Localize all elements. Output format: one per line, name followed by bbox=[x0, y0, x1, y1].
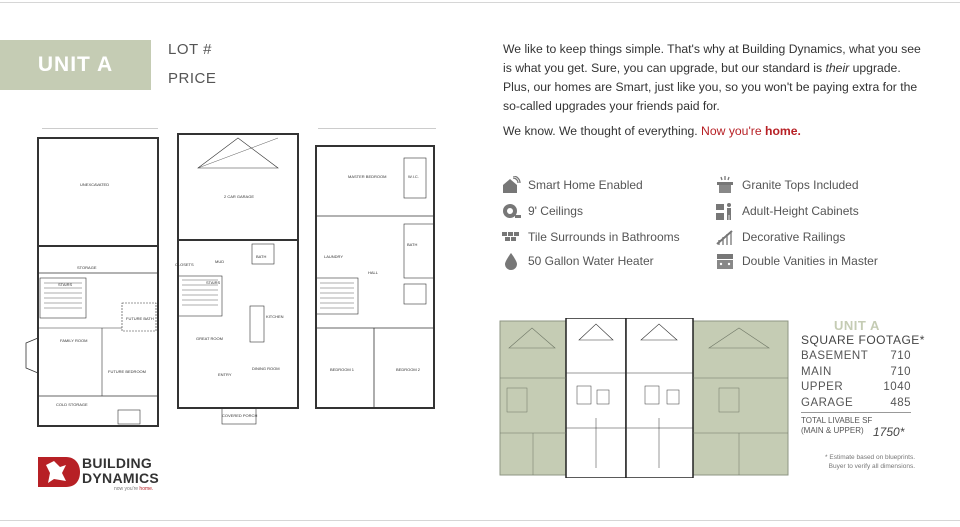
sqft-row-value: 710 bbox=[890, 350, 911, 362]
lot-label: LOT # bbox=[168, 41, 212, 58]
sqft-row-garage bbox=[801, 397, 911, 409]
cabinet-person-icon bbox=[714, 202, 736, 220]
sqft-row-value: 485 bbox=[890, 397, 911, 409]
tagline-home: home. bbox=[765, 124, 801, 138]
sqft-disclaimer bbox=[790, 453, 915, 471]
disclaimer-line1: * Estimate based on blueprints. bbox=[825, 454, 915, 461]
plan-label: STAIRS bbox=[58, 282, 73, 287]
plan-label: DINING ROOM bbox=[252, 366, 280, 371]
building-dynamics-logo-icon bbox=[36, 455, 80, 489]
unit-site-plan bbox=[499, 318, 791, 478]
feature-label: 50 Gallon Water Heater bbox=[528, 254, 654, 268]
main-floor-plan bbox=[170, 128, 306, 428]
vanity-icon bbox=[714, 252, 736, 270]
sqft-row-label: MAIN bbox=[801, 366, 832, 378]
water-drop-icon bbox=[500, 252, 522, 270]
logo-wordmark-line2: DYNAMICS bbox=[82, 470, 160, 486]
tagline-text: We know. We thought of everything. bbox=[503, 124, 702, 138]
sqft-row-main bbox=[801, 366, 911, 378]
plan-label: ENTRY bbox=[218, 372, 232, 377]
sqft-row-label: UPPER bbox=[801, 381, 844, 393]
plan-label: LAUNDRY bbox=[324, 254, 344, 259]
unit-badge: UNIT A bbox=[0, 40, 151, 90]
upper-floor-plan bbox=[306, 128, 442, 428]
logo-tagline bbox=[114, 486, 153, 492]
plan-label: CLOSETS bbox=[175, 262, 194, 267]
feature-water-heater bbox=[500, 252, 654, 270]
feature-label: Decorative Railings bbox=[742, 230, 846, 244]
feature-label: Smart Home Enabled bbox=[528, 178, 643, 192]
plan-label: W.I.C. bbox=[408, 174, 419, 179]
plan-label: COLD STORAGE bbox=[56, 402, 88, 407]
disclaimer-line2: Buyer to verify all dimensions. bbox=[828, 463, 915, 470]
feature-railings bbox=[714, 228, 845, 246]
total-label-line2: (MAIN & UPPER) bbox=[801, 426, 864, 435]
plan-label: UNEXCAVATED bbox=[80, 182, 110, 187]
plan-label: MASTER BEDROOM bbox=[348, 174, 387, 179]
feature-vanities bbox=[714, 252, 878, 270]
plan-label: FUTURE BEDROOM bbox=[108, 369, 146, 374]
sqft-row-upper bbox=[801, 381, 911, 393]
sqft-row-value: 1040 bbox=[883, 381, 911, 393]
plan-label: FUTURE BATH bbox=[126, 316, 154, 321]
sqft-row-value: 710 bbox=[890, 366, 911, 378]
plan-label: FAMILY ROOM bbox=[60, 338, 88, 343]
sqft-unit-title: UNIT A bbox=[834, 318, 880, 333]
tagline-red: Now you're bbox=[701, 124, 766, 138]
feature-ceilings bbox=[500, 202, 583, 220]
feature-label: Adult-Height Cabinets bbox=[742, 204, 859, 218]
tile-icon bbox=[500, 228, 522, 246]
plan-label: COVERED PORCH bbox=[222, 413, 258, 418]
smart-home-icon bbox=[500, 176, 522, 194]
sqft-row-label: GARAGE bbox=[801, 397, 854, 409]
price-label: PRICE bbox=[168, 70, 217, 87]
plan-label: 2 CAR GARAGE bbox=[224, 194, 255, 199]
plan-label: BATH bbox=[407, 242, 418, 247]
top-divider bbox=[0, 2, 960, 3]
intro-emphasis: their bbox=[825, 61, 850, 75]
feature-label: Tile Surrounds in Bathrooms bbox=[528, 230, 680, 244]
tape-measure-icon bbox=[500, 202, 522, 220]
sqft-row-label: BASEMENT bbox=[801, 350, 869, 362]
plan-label: BEDROOM 2 bbox=[396, 367, 421, 372]
sqft-total-value: 1750* bbox=[873, 425, 905, 439]
plan-label: HALL bbox=[368, 270, 379, 275]
feature-granite bbox=[714, 176, 859, 194]
feature-tile bbox=[500, 228, 680, 246]
sqft-row-basement bbox=[801, 350, 911, 362]
plan-label: KITCHEN bbox=[266, 314, 284, 319]
tagline-paragraph bbox=[503, 124, 801, 138]
feature-label: Granite Tops Included bbox=[742, 178, 859, 192]
plan-label: BEDROOM 1 bbox=[330, 367, 355, 372]
basement-floor-plan bbox=[22, 128, 164, 428]
intro-text-b: upgrade. Plus, our homes are Smart, just like you, so you won't be paying extra for the so-called upgrades your friends paid for. bbox=[503, 61, 918, 113]
total-label-line1: TOTAL LIVABLE SF bbox=[801, 416, 873, 425]
sqft-divider bbox=[801, 412, 911, 413]
intro-paragraph bbox=[503, 40, 923, 116]
sqft-heading: SQUARE FOOTAGE* bbox=[801, 333, 925, 347]
railing-icon bbox=[714, 228, 736, 246]
logo-tag-home: home. bbox=[139, 486, 154, 492]
plan-label: BATH bbox=[256, 254, 267, 259]
granite-icon bbox=[714, 176, 736, 194]
plan-label: STORAGE bbox=[77, 265, 97, 270]
plan-label: STAIRS bbox=[206, 280, 221, 285]
intro-text-a: We like to keep things simple. That's why at Building Dynamics, what you see is what you get. Sure, you can upgrade, but our standard is bbox=[503, 42, 921, 75]
feature-label: Double Vanities in Master bbox=[742, 254, 878, 268]
feature-cabinets bbox=[714, 202, 859, 220]
logo-tag-text: now you're bbox=[114, 486, 140, 492]
feature-smart-home bbox=[500, 176, 643, 194]
sqft-total-label bbox=[801, 416, 872, 436]
plan-label: GREAT ROOM bbox=[196, 336, 223, 341]
logo-wordmark-line1: BUILDING bbox=[82, 455, 153, 471]
bottom-divider bbox=[0, 520, 960, 521]
feature-label: 9' Ceilings bbox=[528, 204, 583, 218]
plan-label: MUD bbox=[215, 259, 225, 264]
